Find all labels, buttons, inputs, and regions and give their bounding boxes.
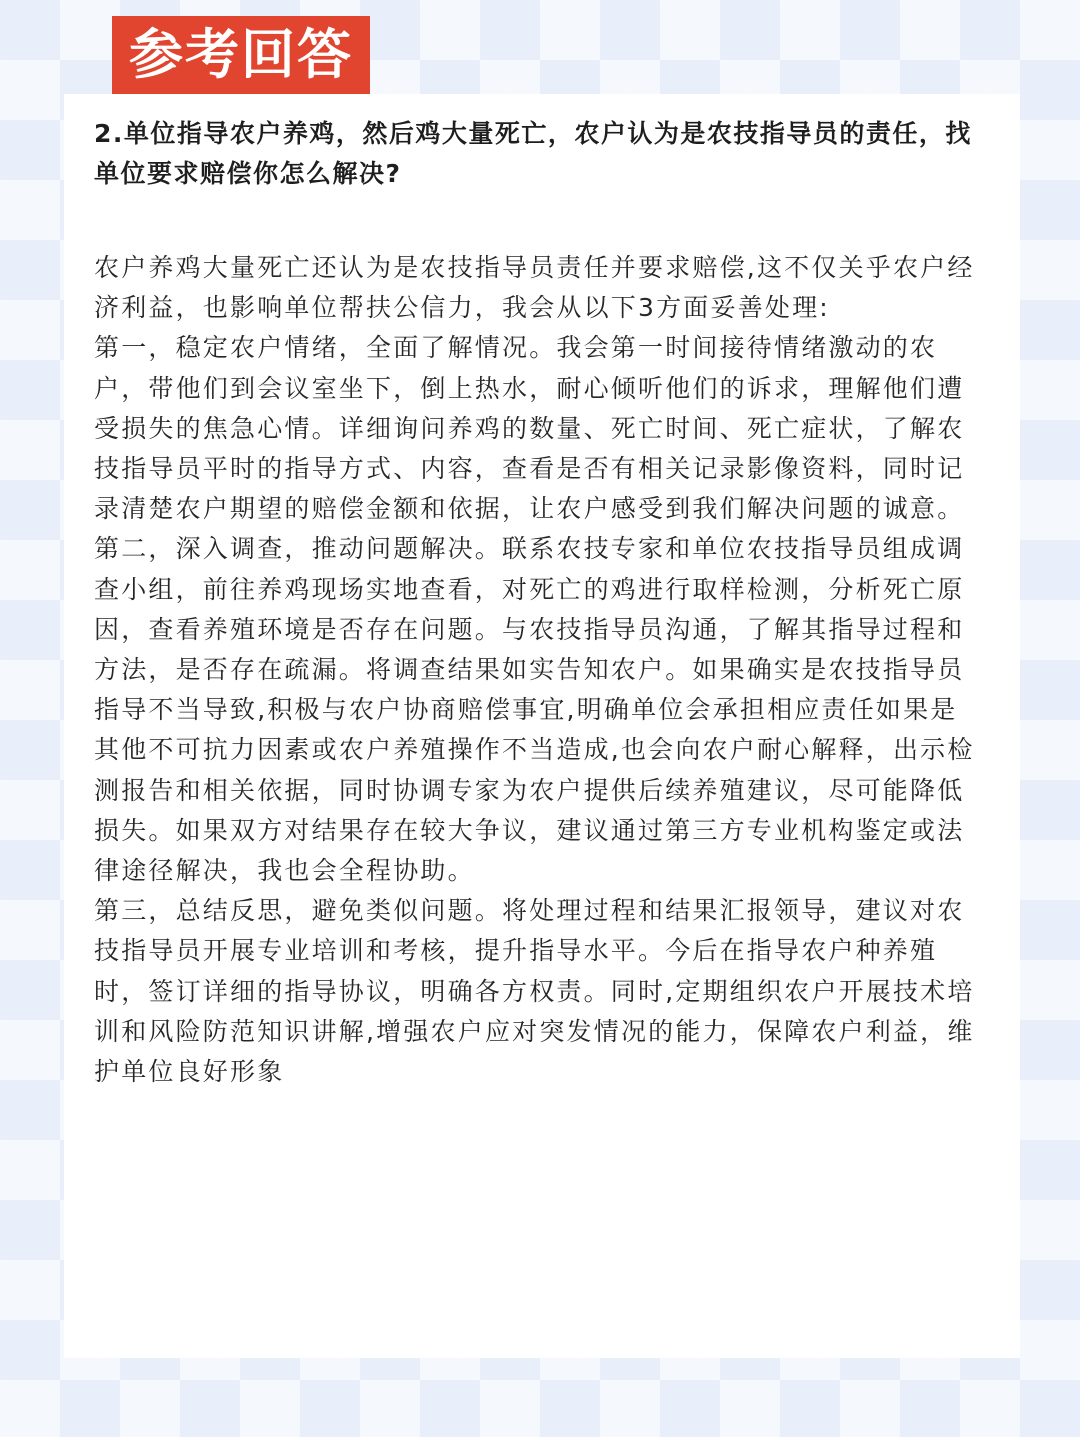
title-badge: 参考回答 [112, 16, 370, 94]
answer-body [94, 248, 976, 1092]
question-heading: 2.单位指导农户养鸡，然后鸡大量死亡，农户认为是农技指导员的责任，找单位要求赔偿你怎么解决? [94, 119, 972, 188]
content-card [64, 94, 1020, 1358]
answer-paragraph-third: 第三，总结反思，避免类似问题。将处理过程和结果汇报领导，建议对农技指导员开展专业培训和考核，提升指导水平。今后在指导农户种养殖时，签订详细的指导协议，明确各方权责。同时,定期组织农户开展技术培训和风险防范知识讲解,增强农户应对突发情况的能力，保障农户利益，维护单位良好形象 [94, 896, 975, 1087]
answer-paragraph-intro: 农户养鸡大量死亡还认为是农技指导员责任并要求赔偿,这不仅关乎农户经济利益，也影响单位帮扶公信力，我会从以下3方面妥善处理: [94, 253, 975, 323]
answer-paragraph-second: 第二，深入调查，推动问题解决。联系农技专家和单位农技指导员组成调查小组，前往养鸡现场实地查看，对死亡的鸡进行取样检测，分析死亡原因，查看养殖环境是否存在问题。与农技指导员沟通，了解其指导过程和方法，是否存在疏漏。将调查结果如实告知农户。如果确实是农技指导员指导不当导致,积极与农户协商赔偿事宜,明确单位会承担相应责任如果是其他不可抗力因素或农户养殖操作不当造成,也会向农户耐心解释，出示检测报告和相关依据，同时协调专家为农户提供后续养殖建议，尽可能降低损失。如果双方对结果存在较大争议，建议通过第三方专业机构鉴定或法律途径解决，我也会全程协助。 [94, 534, 975, 886]
answer-paragraph-first: 第一，稳定农户情绪，全面了解情况。我会第一时间接待情绪激动的农户，带他们到会议室坐下，倒上热水，耐心倾听他们的诉求，理解他们遭受损失的焦急心情。详细询问养鸡的数量、死亡时间、死亡症状，了解农技指导员平时的指导方式、内容，查看是否有相关记录影像资料，同时记录清楚农户期望的赔偿金额和依据，让农户感受到我们解决问题的诚意。 [94, 333, 965, 524]
